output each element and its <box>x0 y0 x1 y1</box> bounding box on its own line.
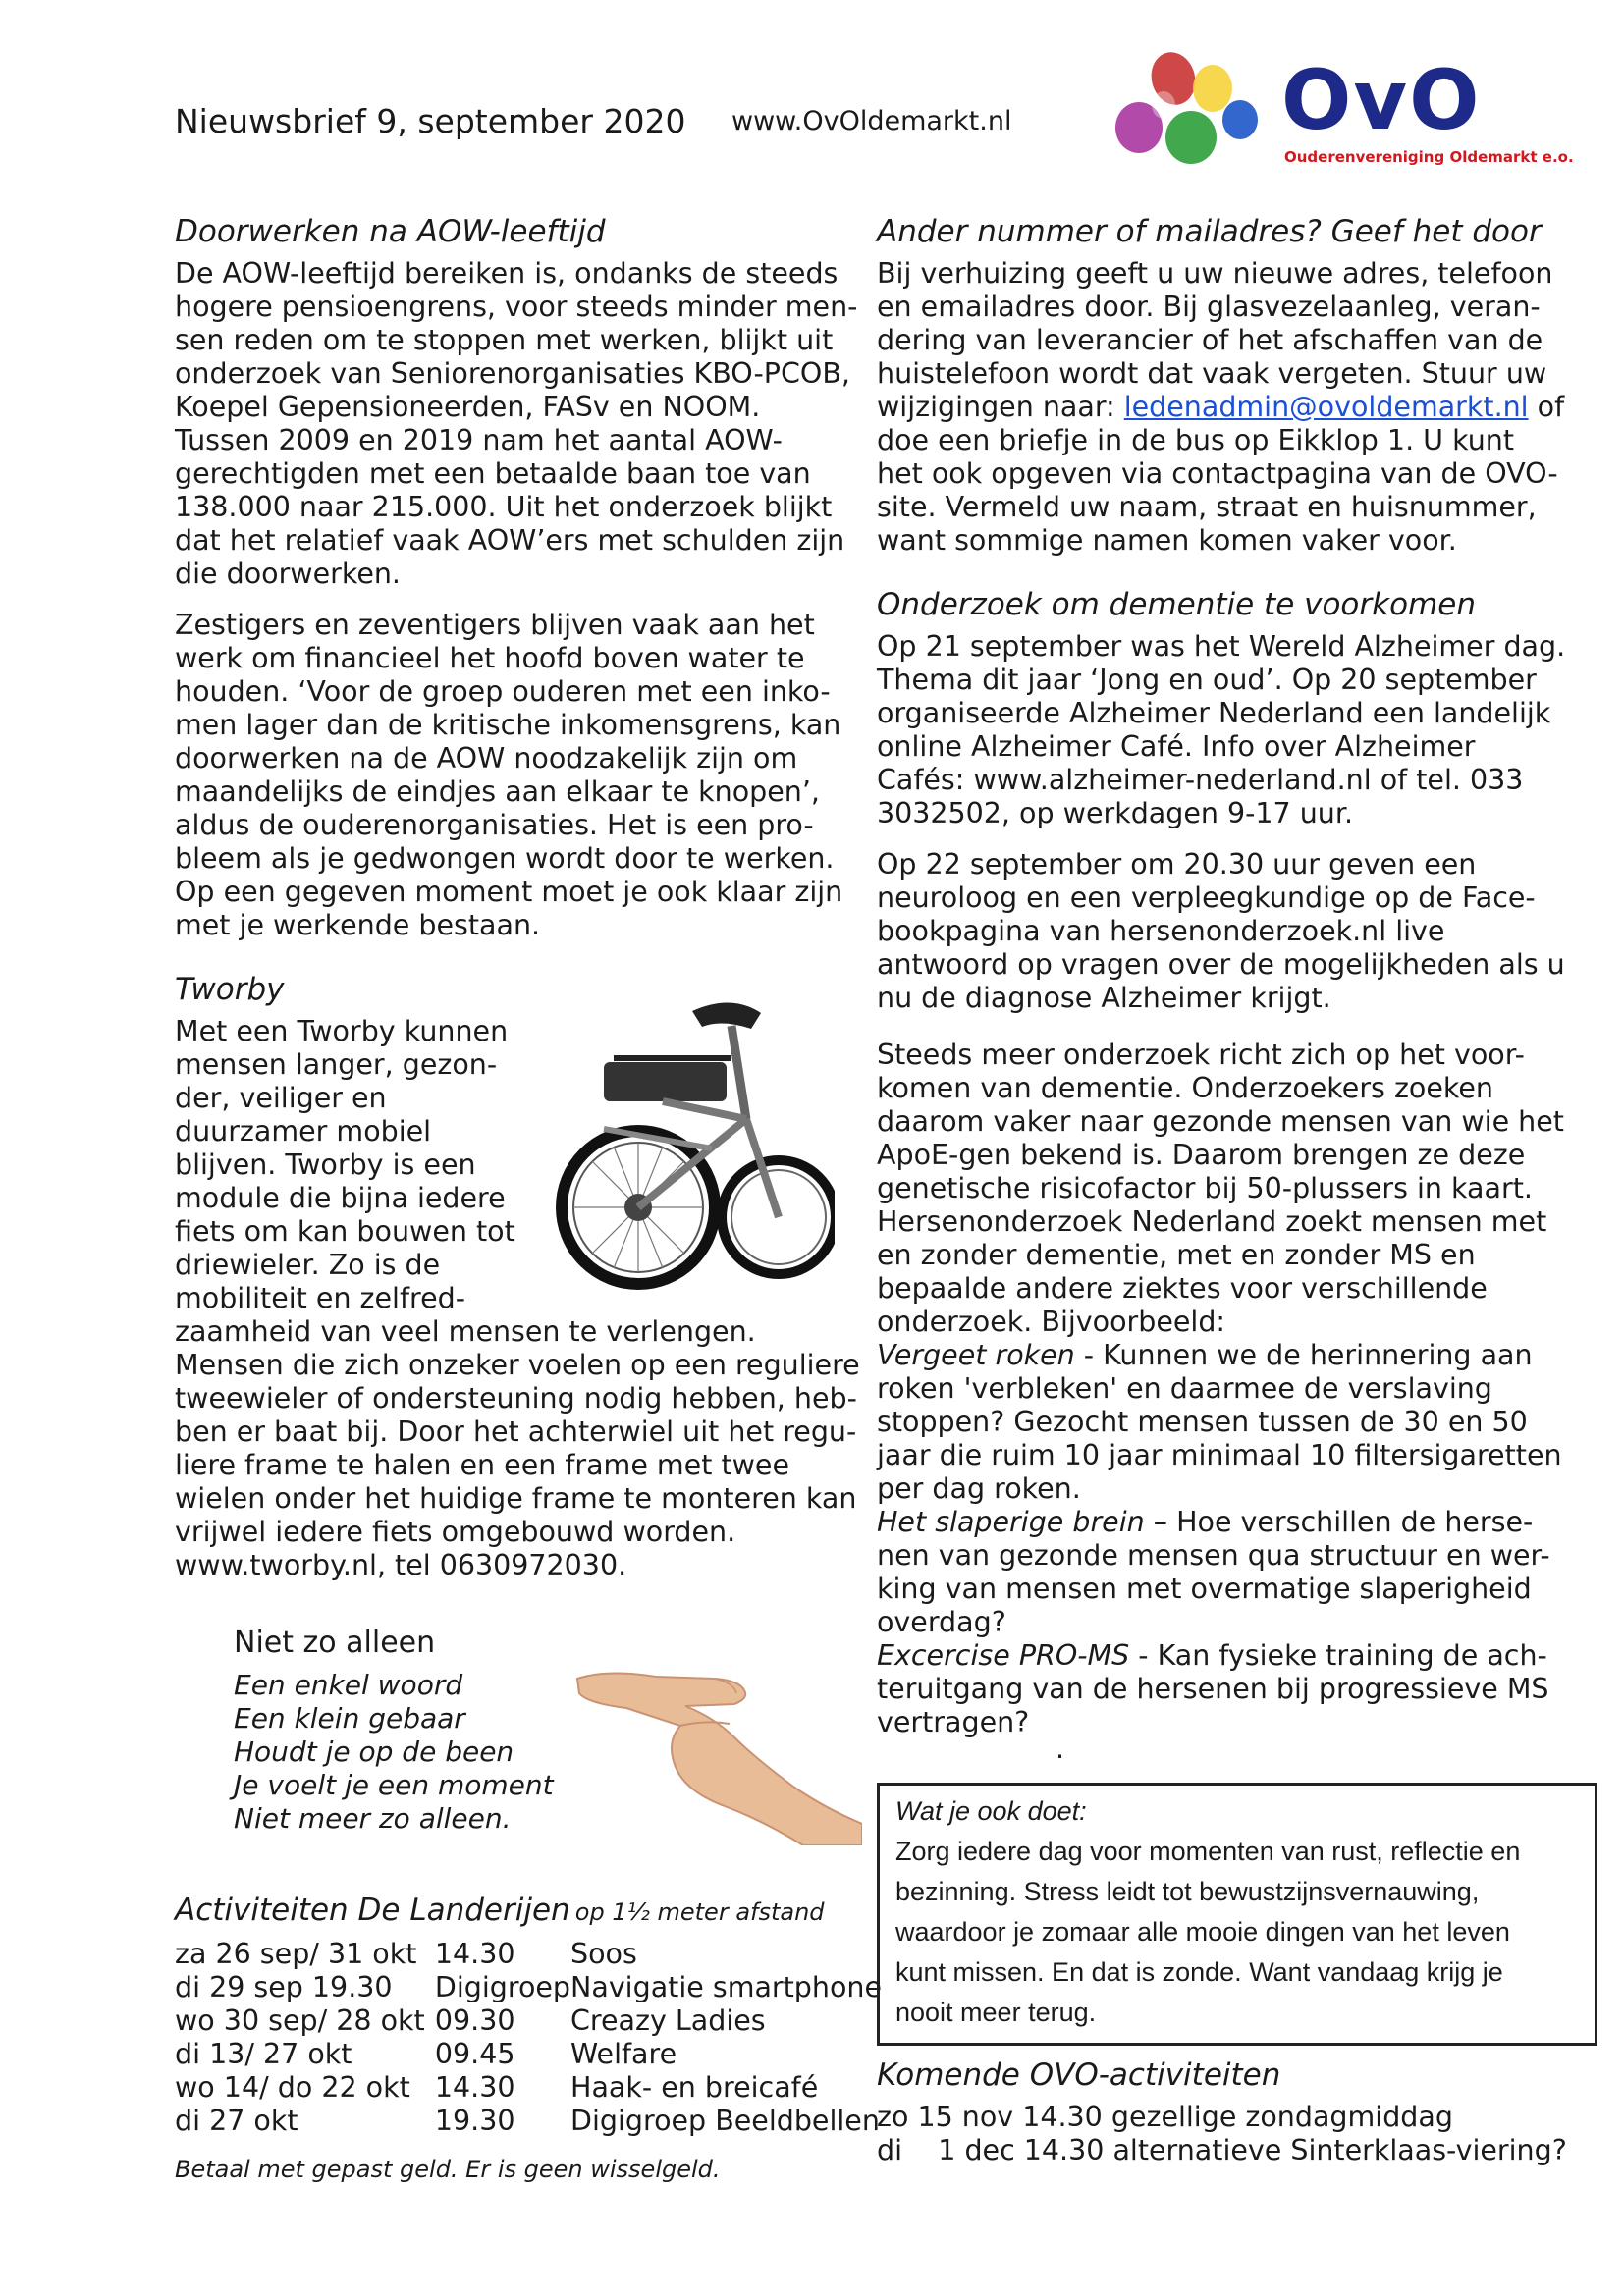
aow-heading: Doorwerken na AOW-leeftijd <box>175 214 606 249</box>
hand-gesture-image <box>568 1649 862 1845</box>
table-row: wo 14/ do 22 okt 14.30 Haak- en breicafé <box>175 2071 819 2104</box>
table-row: wo 30 sep/ 28 okt 09.30 Creazy Ladies <box>175 2004 766 2037</box>
tip-box-line: waardoor je zomaar alle mooie dingen van het leven <box>895 1917 1510 1947</box>
aow-paragraph-2: Zestigers en zeventigers blijven vaak aan het werk om financieel het hoofd boven water te houden. ‘Voor de groep ouderen met een inko- men lager dan de kritische inkomensgrens, kan doorwerken na de AOW noodzakelijk zijn om maandelijks de eindjes aan elkaar te knopen’, aldus de ouderenorganisaties. Het is een pro- bleem als je gedwongen wordt door te werken. Op een gegeven moment moet je ook klaar zijn met je werkende bestaan. <box>175 609 843 941</box>
activities-table <box>175 1938 882 2138</box>
upcoming-line: di 1 dec 14.30 alternatieve Sinterklaas-viering? <box>877 2134 1567 2166</box>
upcoming-section <box>877 2057 1584 2167</box>
ovo-logo-icon <box>1105 51 1262 174</box>
poem-title: Niet zo alleen <box>234 1626 436 1660</box>
table-row: za 26 sep/ 31 okt 14.30 Soos <box>175 1938 637 1970</box>
tip-box-title: Wat je ook doet: <box>895 1796 1087 1826</box>
upcoming-line: zo 15 nov 14.30 gezellige zondagmiddag <box>877 2101 1453 2133</box>
dementia-paragraph-2: Op 22 september om 20.30 uur geven een neuroloog en een verpleegkundige op de Face- bookpagina van hersenonderzoek.nl live antwoord op vragen over de mogelijkheden als u nu de diagnose Alzheimer krijgt. <box>877 848 1565 1014</box>
example-title: Vergeet roken <box>877 1339 1075 1371</box>
example-title: Excercise PRO-MS <box>877 1639 1130 1672</box>
newsletter-title: Nieuwsbrief 9, september 2020 <box>175 102 686 140</box>
contact-heading: Ander nummer of mailadres? Geef het door <box>877 214 1542 249</box>
tip-box <box>877 1783 1597 2046</box>
email-link[interactable]: ledenadmin@ovoldemarkt.nl <box>1123 391 1529 423</box>
poem-line: Niet meer zo alleen. <box>234 1802 512 1835</box>
poem-line: Een klein gebaar <box>234 1702 465 1735</box>
poem-line: Houdt je op de been <box>234 1735 514 1768</box>
dementia-paragraph-3: Steeds meer onderzoek richt zich op het voor- komen van dementie. Onderzoekers zoeken daarom vaker naar gezonde mensen van wie het ApoE-gen bekend is. Daarom brengen ze deze genetische risicofactor bij 50-plussers in kaart. Hersenonderzoek Nederland zoekt mensen met en zonder dementie, met en zonder MS en bepaalde andere ziektes voor verschillende onderzoek. Bijvoorbeeld: Vergeet roken - Kunnen we de herinnering aan roken 'verbleken' en daarmee de verslaving stoppen? Gezocht mensen tussen de 30 en 50 jaar die ruim 10 jaar minimaal 10 filtersigaretten per dag roken. Het slaperige brein – Hoe verschillen de herse- nen van gezonde mensen qua structuur en wer- king van mensen met overmatige slaperigheid overdag? Excercise PRO-MS - Kan fysieke training de ach- teruitgang van de hersenen bij progressieve MS vertragen? <box>877 1039 1564 1738</box>
tricycle-image <box>545 972 835 1301</box>
activities-footer: Betaal met gepast geld. Er is geen wisselgeld. <box>175 2156 721 2183</box>
stray-dot: . <box>1056 1733 1065 1765</box>
dementia-paragraph-1: Op 21 september was het Wereld Alzheimer dag. Thema dit jaar ‘Jong en oud’. Op 20 september organiseerde Alzheimer Nederland een landelijk online Alzheimer Café. Info over Alzheimer Cafés: www.alzheimer-nederland.nl of tel. 033 3032502, op werkdagen 9-17 uur. <box>877 630 1566 829</box>
tip-box-line: kunt missen. En dat is zonde. Want vandaag krijg je <box>895 1957 1503 1987</box>
table-row: di 27 okt 19.30 Digigroep Beeldbellen <box>175 2105 880 2137</box>
dementia-heading: Onderzoek om dementie te voorkomen <box>877 587 1476 622</box>
upcoming-heading: Komende OVO-activiteiten <box>877 2057 1281 2093</box>
poem-line: Een enkel woord <box>234 1669 463 1701</box>
tworby-wide-text: zaamheid van veel mensen te verlengen. Mensen die zich onzeker voelen op een reguliere tweewieler of ondersteuning nodig hebben, heb- ben er baat bij. Door het achterwiel uit het regu- liere frame te halen en een frame met twee wielen onder het huidige frame te monteren kan vrijwel iedere fiets omgebouwd worden. www.tworby.nl, tel 0630972030. <box>175 1315 860 1581</box>
aow-paragraph-1: De AOW-leeftijd bereiken is, ondanks de steeds hogere pensioengrens, voor steeds minder men- sen reden om te stoppen met werken, blijkt uit onderzoek van Seniorenorganisaties KBO-PCOB, Koepel Gepensioneerden, FASv en NOOM. Tussen 2009 en 2019 nam het aantal AOW- gerechtigden met een betaalde baan toe van 138.000 naar 215.000. Uit het onderzoek blijkt dat het relatief vaak AOW’ers met schulden zijn die doorwerken. <box>175 257 858 590</box>
aow-article <box>175 214 862 960</box>
table-row: di 13/ 27 okt 09.45 Welfare <box>175 2038 677 2070</box>
website-url[interactable]: www.OvOldemarkt.nl <box>731 106 1012 136</box>
tworby-heading: Tworby <box>175 972 285 1007</box>
contact-article <box>877 214 1584 575</box>
poem-line: Je voelt je een moment <box>234 1769 554 1801</box>
example-title: Het slaperige brein <box>877 1506 1145 1538</box>
activities-subheading: op 1½ meter afstand <box>574 1898 825 1926</box>
logo-wordmark: OvO <box>1281 52 1482 148</box>
activities-section <box>175 1893 882 2183</box>
logo-subtitle: Ouderenvereniging Oldemarkt e.o. <box>1284 148 1574 166</box>
contact-paragraph: Bij verhuizing geeft u uw nieuwe adres, telefoon en emailadres door. Bij glasvezelaanleg, veran- dering van leverancier of het afschaffen van de huistelefoon wordt dat vaak vergeten. Stuur uw wijzigingen naar: ledenadmin@ovoldemarkt.nl of doe een briefje in de bus op Eikklop 1. U kunt het ook opgeven via contactpagina van de OVO- site. Vermeld uw naam, straat en huisnummer, want sommige namen komen vaker voor. <box>877 257 1565 557</box>
table-row: di 29 sep 19.30 Digigroep Navigatie smartphone <box>175 1971 882 2003</box>
tip-box-line: bezinning. Stress leidt tot bewustzijnsvernauwing, <box>895 1877 1480 1906</box>
dementia-article <box>877 587 1584 1765</box>
tip-box-line: Zorg iedere dag voor momenten van rust, reflectie en <box>895 1837 1521 1866</box>
tip-box-line: nooit meer terug. <box>895 1998 1097 2027</box>
tworby-narrow-text: Met een Tworby kunnen mensen langer, gezon- der, veiliger en duurzamer mobiel blijven. Tworby is een module die bijna iedere fiets om kan bouwen tot driewieler. Zo is de mobiliteit en zelfred- <box>175 1015 515 1314</box>
activities-heading: Activiteiten De Landerijen <box>175 1893 570 1928</box>
